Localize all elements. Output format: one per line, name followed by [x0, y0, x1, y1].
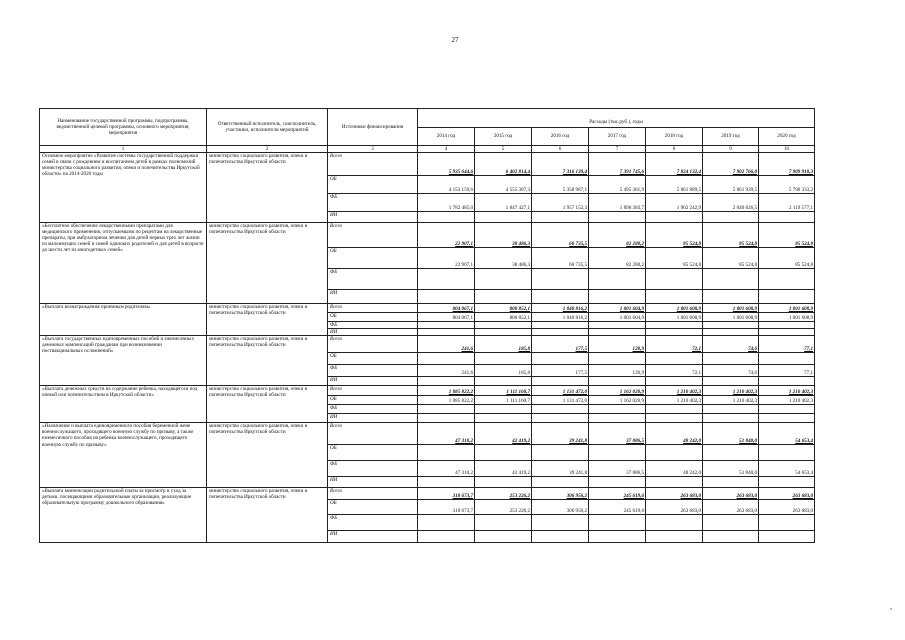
amount-cell	[589, 414, 646, 423]
amount-cell	[646, 212, 703, 223]
funding-source: ИИ	[328, 477, 418, 488]
funding-source: ОБ	[328, 500, 418, 515]
amount-cell: 72,1	[646, 336, 703, 353]
funding-source: ФБ	[328, 194, 418, 212]
amount-cell	[532, 290, 589, 304]
amount-cell: 1 040 816,2	[532, 304, 589, 313]
table-row	[40, 336, 815, 353]
amount-cell: 85 524,8	[646, 223, 703, 248]
column-number: 5	[475, 146, 532, 153]
amount-cell	[475, 329, 532, 336]
amount-cell: 241,6	[418, 336, 475, 353]
page-number: 27	[451, 36, 459, 44]
funding-source: ОБ	[328, 353, 418, 365]
amount-cell	[532, 269, 589, 290]
amount-cell	[589, 477, 646, 488]
amount-cell	[418, 329, 475, 336]
activity-name: «Выплата вознаграждения приемным родителям»	[40, 304, 207, 336]
column-number: 8	[646, 146, 703, 153]
amount-cell: 7 316 139,4	[532, 153, 589, 176]
funding-source: Всего	[328, 153, 418, 176]
amount-cell	[759, 477, 815, 488]
amount-cell: 804 067,1	[418, 304, 475, 313]
header-year: 2017 год	[589, 128, 646, 146]
funding-source: ИИ	[328, 414, 418, 423]
amount-cell: 60 735,5	[532, 223, 589, 248]
amount-cell	[475, 322, 532, 329]
amount-cell: 177,5	[532, 365, 589, 377]
amount-cell	[646, 377, 703, 386]
amount-cell: 82 280,2	[589, 223, 646, 248]
amount-cell: 4 153 159,6	[418, 176, 475, 194]
amount-cell	[418, 405, 475, 414]
header-responsible: Ответственный исполнитель, соисполнитель, участники, исполнители мероприятий	[207, 109, 328, 146]
column-number-row	[40, 146, 815, 153]
amount-cell: 1 085 822,2	[418, 396, 475, 405]
amount-cell: 245 619,6	[589, 500, 646, 515]
amount-cell	[418, 290, 475, 304]
funding-source: ОБ	[328, 313, 418, 322]
amount-cell	[418, 477, 475, 488]
amount-cell	[703, 405, 759, 414]
amount-cell	[703, 414, 759, 423]
amount-cell: 85 524,8	[703, 248, 759, 269]
amount-cell: 72,1	[646, 365, 703, 377]
amount-cell: 5 861 939,5	[703, 176, 759, 194]
amount-cell	[646, 477, 703, 488]
column-number: 10	[759, 146, 815, 153]
column-number: 6	[532, 146, 589, 153]
amount-cell	[532, 531, 589, 543]
amount-cell: 39 241,8	[532, 423, 589, 445]
amount-cell	[703, 322, 759, 329]
table-row	[40, 304, 815, 313]
amount-cell: 48 242,0	[646, 423, 703, 445]
amount-cell	[759, 445, 815, 461]
funding-source: ОБ	[328, 248, 418, 269]
amount-cell: 7 902 766,0	[703, 153, 759, 176]
amount-cell	[646, 531, 703, 543]
amount-cell: 54 653,4	[759, 461, 815, 477]
amount-cell	[532, 414, 589, 423]
amount-cell: 85 524,8	[759, 223, 815, 248]
amount-cell: 1 131 472,0	[532, 386, 589, 396]
activity-name: «Выплата денежных средств на содержание ребенка, находящегося под опекой или попечительством в Иркутской области»	[40, 386, 207, 423]
funding-source: ФБ	[328, 322, 418, 329]
amount-cell	[759, 515, 815, 531]
column-number: 2	[207, 146, 328, 153]
amount-cell: 263 683,0	[703, 500, 759, 515]
amount-cell: 85 524,8	[646, 248, 703, 269]
amount-cell	[589, 515, 646, 531]
amount-cell: 4 555 387,3	[475, 176, 532, 194]
amount-cell: 47 310,2	[418, 423, 475, 445]
amount-cell: 48 242,0	[646, 461, 703, 477]
amount-cell: 6 402 814,4	[475, 153, 532, 176]
amount-cell	[759, 531, 815, 543]
amount-cell	[589, 353, 646, 365]
amount-cell	[759, 269, 815, 290]
amount-cell	[532, 353, 589, 365]
amount-cell: 185,8	[475, 365, 532, 377]
expenses-table	[39, 108, 815, 543]
amount-cell	[759, 353, 815, 365]
amount-cell: 1 210 402,3	[759, 386, 815, 396]
amount-cell	[703, 269, 759, 290]
amount-cell	[475, 269, 532, 290]
amount-cell	[418, 212, 475, 223]
amount-cell: 245 619,6	[589, 488, 646, 500]
amount-cell: 5 935 644,6	[418, 153, 475, 176]
amount-cell: 51 840,0	[703, 423, 759, 445]
amount-cell	[418, 515, 475, 531]
amount-cell: 1 111 160,7	[475, 386, 532, 396]
amount-cell	[418, 269, 475, 290]
amount-cell: 318 673,7	[418, 488, 475, 500]
amount-cell: 306 956,2	[532, 488, 589, 500]
amount-cell: 74,6	[703, 336, 759, 353]
funding-source: ФБ	[328, 405, 418, 414]
amount-cell: 60 735,5	[532, 248, 589, 269]
amount-cell: 1 896 383,7	[589, 194, 646, 212]
funding-source: Всего	[328, 386, 418, 396]
amount-cell: 1 210 402,3	[759, 396, 815, 405]
header-year: 2014 год	[418, 128, 475, 146]
amount-cell: 1 001 608,9	[759, 313, 815, 322]
amount-cell: 39 241,8	[532, 461, 589, 477]
amount-cell	[589, 329, 646, 336]
column-number: 7	[589, 146, 646, 153]
amount-cell	[759, 329, 815, 336]
amount-cell: 38 486,3	[475, 223, 532, 248]
amount-cell: 263 683,0	[646, 488, 703, 500]
amount-cell	[589, 405, 646, 414]
amount-cell	[759, 405, 815, 414]
funding-source: ОБ	[328, 176, 418, 194]
amount-cell	[475, 414, 532, 423]
amount-cell	[418, 414, 475, 423]
amount-cell: 1 162 020,9	[589, 396, 646, 405]
amount-cell	[646, 290, 703, 304]
amount-cell	[475, 290, 532, 304]
amount-cell: 1 085 822,2	[418, 386, 475, 396]
column-number: 9	[703, 146, 759, 153]
amount-cell	[475, 445, 532, 461]
amount-cell	[532, 405, 589, 414]
funding-source: ФБ	[328, 269, 418, 290]
amount-cell: 5 358 987,1	[532, 176, 589, 194]
amount-cell	[646, 322, 703, 329]
amount-cell	[532, 515, 589, 531]
amount-cell: 37 886,5	[589, 461, 646, 477]
amount-cell: 306 956,2	[532, 500, 589, 515]
activity-name: «Назначение и выплата единовременного пособия беременной жене военнослужащего, проходящего военную службу по призыву, а также ежемесячного пособия на ребенка военнослужащего, проходящего военную службу по призыву»	[40, 423, 207, 488]
amount-cell: 185,8	[475, 336, 532, 353]
amount-cell	[475, 405, 532, 414]
amount-cell	[703, 515, 759, 531]
amount-cell: 1 001 604,9	[589, 313, 646, 322]
header-program: Наименование государственной программы, подпрограммы, ведомственной целевой программы, основного мероприятия, мероприятия	[40, 109, 207, 146]
amount-cell	[759, 414, 815, 423]
amount-cell	[646, 405, 703, 414]
amount-cell: 1 001 608,9	[759, 304, 815, 313]
scan-speck	[890, 608, 892, 610]
funding-source: Всего	[328, 488, 418, 500]
amount-cell: 1 001 608,9	[646, 313, 703, 322]
amount-cell: 253 226,2	[475, 488, 532, 500]
amount-cell	[646, 515, 703, 531]
amount-cell	[475, 377, 532, 386]
amount-cell	[589, 322, 646, 329]
amount-cell: 7 824 132,4	[646, 153, 703, 176]
amount-cell	[589, 212, 646, 223]
header-row-main	[40, 109, 815, 128]
amount-cell: 253 226,2	[475, 500, 532, 515]
amount-cell	[475, 353, 532, 365]
amount-cell: 1 040 816,2	[532, 313, 589, 322]
funding-source: ИИ	[328, 212, 418, 223]
activity-name: «Выплата компенсации родительской платы за присмотр и уход за детьми, посещающими образовательные организации, реализующие образовательную программу дошкольного образования»	[40, 488, 207, 543]
amount-cell	[646, 445, 703, 461]
amount-cell	[418, 531, 475, 543]
activity-name: «Выплата государственных единовременных пособий и ежемесячных денежных компенсаций гражданам при возникновении поствакцинальных осложнений»	[40, 336, 207, 386]
amount-cell: 82 280,2	[589, 248, 646, 269]
amount-cell	[475, 477, 532, 488]
amount-cell: 1 001 608,9	[646, 304, 703, 313]
amount-cell: 800 852,1	[475, 304, 532, 313]
amount-cell	[703, 329, 759, 336]
amount-cell: 77,1	[759, 336, 815, 353]
amount-cell: 85 524,8	[703, 223, 759, 248]
funding-source: ОБ	[328, 396, 418, 405]
amount-cell: 7 391 745,6	[589, 153, 646, 176]
amount-cell	[418, 353, 475, 365]
amount-cell: 74,6	[703, 365, 759, 377]
funding-source: ФБ	[328, 515, 418, 531]
amount-cell: 54 653,4	[759, 423, 815, 445]
amount-cell	[703, 531, 759, 543]
amount-cell: 263 683,0	[703, 488, 759, 500]
amount-cell	[418, 445, 475, 461]
amount-cell	[759, 322, 815, 329]
funding-source: Всего	[328, 304, 418, 313]
amount-cell	[759, 290, 815, 304]
amount-cell: 37 886,5	[589, 423, 646, 445]
header-year: 2020 год	[759, 128, 815, 146]
responsible-executor: министерство социального развития, опеки и попечительства Иркутской области	[207, 336, 328, 386]
funding-source: ИИ	[328, 290, 418, 304]
responsible-executor: министерство социального развития, опеки и попечительства Иркутской области	[207, 223, 328, 304]
table-row	[40, 386, 815, 396]
amount-cell: 1 001 604,9	[589, 304, 646, 313]
amount-cell	[418, 322, 475, 329]
funding-source: Всего	[328, 223, 418, 248]
table-row	[40, 488, 815, 500]
amount-cell: 120,9	[589, 336, 646, 353]
amount-cell	[532, 322, 589, 329]
amount-cell: 5 861 889,5	[646, 176, 703, 194]
amount-cell	[703, 377, 759, 386]
amount-cell	[475, 515, 532, 531]
amount-cell: 22 907,1	[418, 223, 475, 248]
amount-cell: 38 486,3	[475, 248, 532, 269]
amount-cell	[475, 212, 532, 223]
header-source: Источники финансирования	[328, 109, 418, 146]
amount-cell: 2 040 826,5	[703, 194, 759, 212]
amount-cell	[589, 269, 646, 290]
activity-name: «Бесплатное обеспечение лекарственными препаратами для медицинского применения, отпускаемыми по рецептам на лекарственные препараты, при амбулаторном лечении для детей первых трех лет жизни из малоимущих семей и семей одиноких родителей и для детей в возрасте до шести лет из многодетных семей»	[40, 223, 207, 304]
amount-cell: 120,9	[589, 365, 646, 377]
funding-source: Всего	[328, 336, 418, 353]
amount-cell	[532, 377, 589, 386]
amount-cell	[646, 353, 703, 365]
responsible-executor: министерство социального развития, опеки и попечительства Иркутской области	[207, 153, 328, 223]
amount-cell: 263 683,0	[759, 488, 815, 500]
amount-cell	[703, 290, 759, 304]
responsible-executor: министерство социального развития, опеки и попечительства Иркутской области	[207, 386, 328, 423]
amount-cell: 1 131 472,0	[532, 396, 589, 405]
amount-cell: 47 310,2	[418, 461, 475, 477]
amount-cell	[475, 531, 532, 543]
funding-source: ИИ	[328, 531, 418, 543]
responsible-executor: министерство социального развития, опеки и попечительства Иркутской области	[207, 304, 328, 336]
amount-cell	[703, 212, 759, 223]
amount-cell	[759, 377, 815, 386]
amount-cell: 5 495 361,9	[589, 176, 646, 194]
amount-cell: 51 840,0	[703, 461, 759, 477]
column-number: 3	[328, 146, 418, 153]
funding-source: ИИ	[328, 329, 418, 336]
amount-cell: 42 419,2	[475, 461, 532, 477]
amount-cell: 177,5	[532, 336, 589, 353]
table-body	[40, 109, 815, 543]
funding-source: ИИ	[328, 377, 418, 386]
amount-cell: 1 001 608,9	[703, 313, 759, 322]
amount-cell	[589, 445, 646, 461]
table-row	[40, 223, 815, 248]
header-year: 2018 год	[646, 128, 703, 146]
amount-cell: 1 957 152,3	[532, 194, 589, 212]
responsible-executor: министерство социального развития, опеки и попечительства Иркутской области	[207, 423, 328, 488]
column-number: 1	[40, 146, 207, 153]
amount-cell: 1 782 485,0	[418, 194, 475, 212]
amount-cell: 1 210 402,3	[703, 396, 759, 405]
header-year: 2016 год	[532, 128, 589, 146]
table-row	[40, 153, 815, 176]
amount-cell	[532, 445, 589, 461]
header-year: 2019 год	[703, 128, 759, 146]
amount-cell	[703, 477, 759, 488]
amount-cell: 42 419,2	[475, 423, 532, 445]
amount-cell: 5 790 333,2	[759, 176, 815, 194]
amount-cell: 263 683,0	[646, 500, 703, 515]
table-row	[40, 423, 815, 445]
funding-source: Всего	[328, 423, 418, 445]
amount-cell: 804 067,1	[418, 313, 475, 322]
amount-cell: 1 962 242,9	[646, 194, 703, 212]
amount-cell: 22 907,1	[418, 248, 475, 269]
amount-cell	[646, 329, 703, 336]
amount-cell	[589, 290, 646, 304]
amount-cell	[532, 477, 589, 488]
header-expenses: Расходы (тыс.руб.), годы	[418, 109, 815, 128]
activity-name: Основное мероприятие «Развитие системы государственной поддержки семей в связи с рождением и воспитанием детей в рамках полномочий министерства социального развития, опеки и попечительства Иркутской области» на 2014-2020 годы	[40, 153, 207, 223]
column-number: 4	[418, 146, 475, 153]
amount-cell: 7 909 910,3	[759, 153, 815, 176]
amount-cell: 1 847 427,1	[475, 194, 532, 212]
amount-cell: 1 210 402,3	[646, 396, 703, 405]
amount-cell	[759, 212, 815, 223]
amount-cell	[532, 212, 589, 223]
amount-cell: 1 210 402,3	[646, 386, 703, 396]
amount-cell: 77,1	[759, 365, 815, 377]
amount-cell: 85 524,8	[759, 248, 815, 269]
amount-cell: 318 673,7	[418, 500, 475, 515]
amount-cell	[703, 353, 759, 365]
amount-cell: 241,6	[418, 365, 475, 377]
amount-cell	[589, 377, 646, 386]
amount-cell	[532, 329, 589, 336]
amount-cell: 1 210 402,3	[703, 386, 759, 396]
amount-cell: 1 162 020,9	[589, 386, 646, 396]
amount-cell: 263 683,0	[759, 500, 815, 515]
amount-cell	[703, 445, 759, 461]
amount-cell: 800 852,1	[475, 313, 532, 322]
amount-cell	[646, 414, 703, 423]
header-year: 2015 год	[475, 128, 532, 146]
amount-cell: 1 111 160,7	[475, 396, 532, 405]
responsible-executor: министерство социального развития, опеки и попечительства Иркутской области	[207, 488, 328, 543]
funding-source: ОБ	[328, 445, 418, 461]
amount-cell	[646, 269, 703, 290]
funding-source: ФБ	[328, 365, 418, 377]
amount-cell: 1 001 608,9	[703, 304, 759, 313]
funding-source: ФБ	[328, 461, 418, 477]
amount-cell: 2 119 577,1	[759, 194, 815, 212]
amount-cell	[418, 377, 475, 386]
amount-cell	[589, 531, 646, 543]
